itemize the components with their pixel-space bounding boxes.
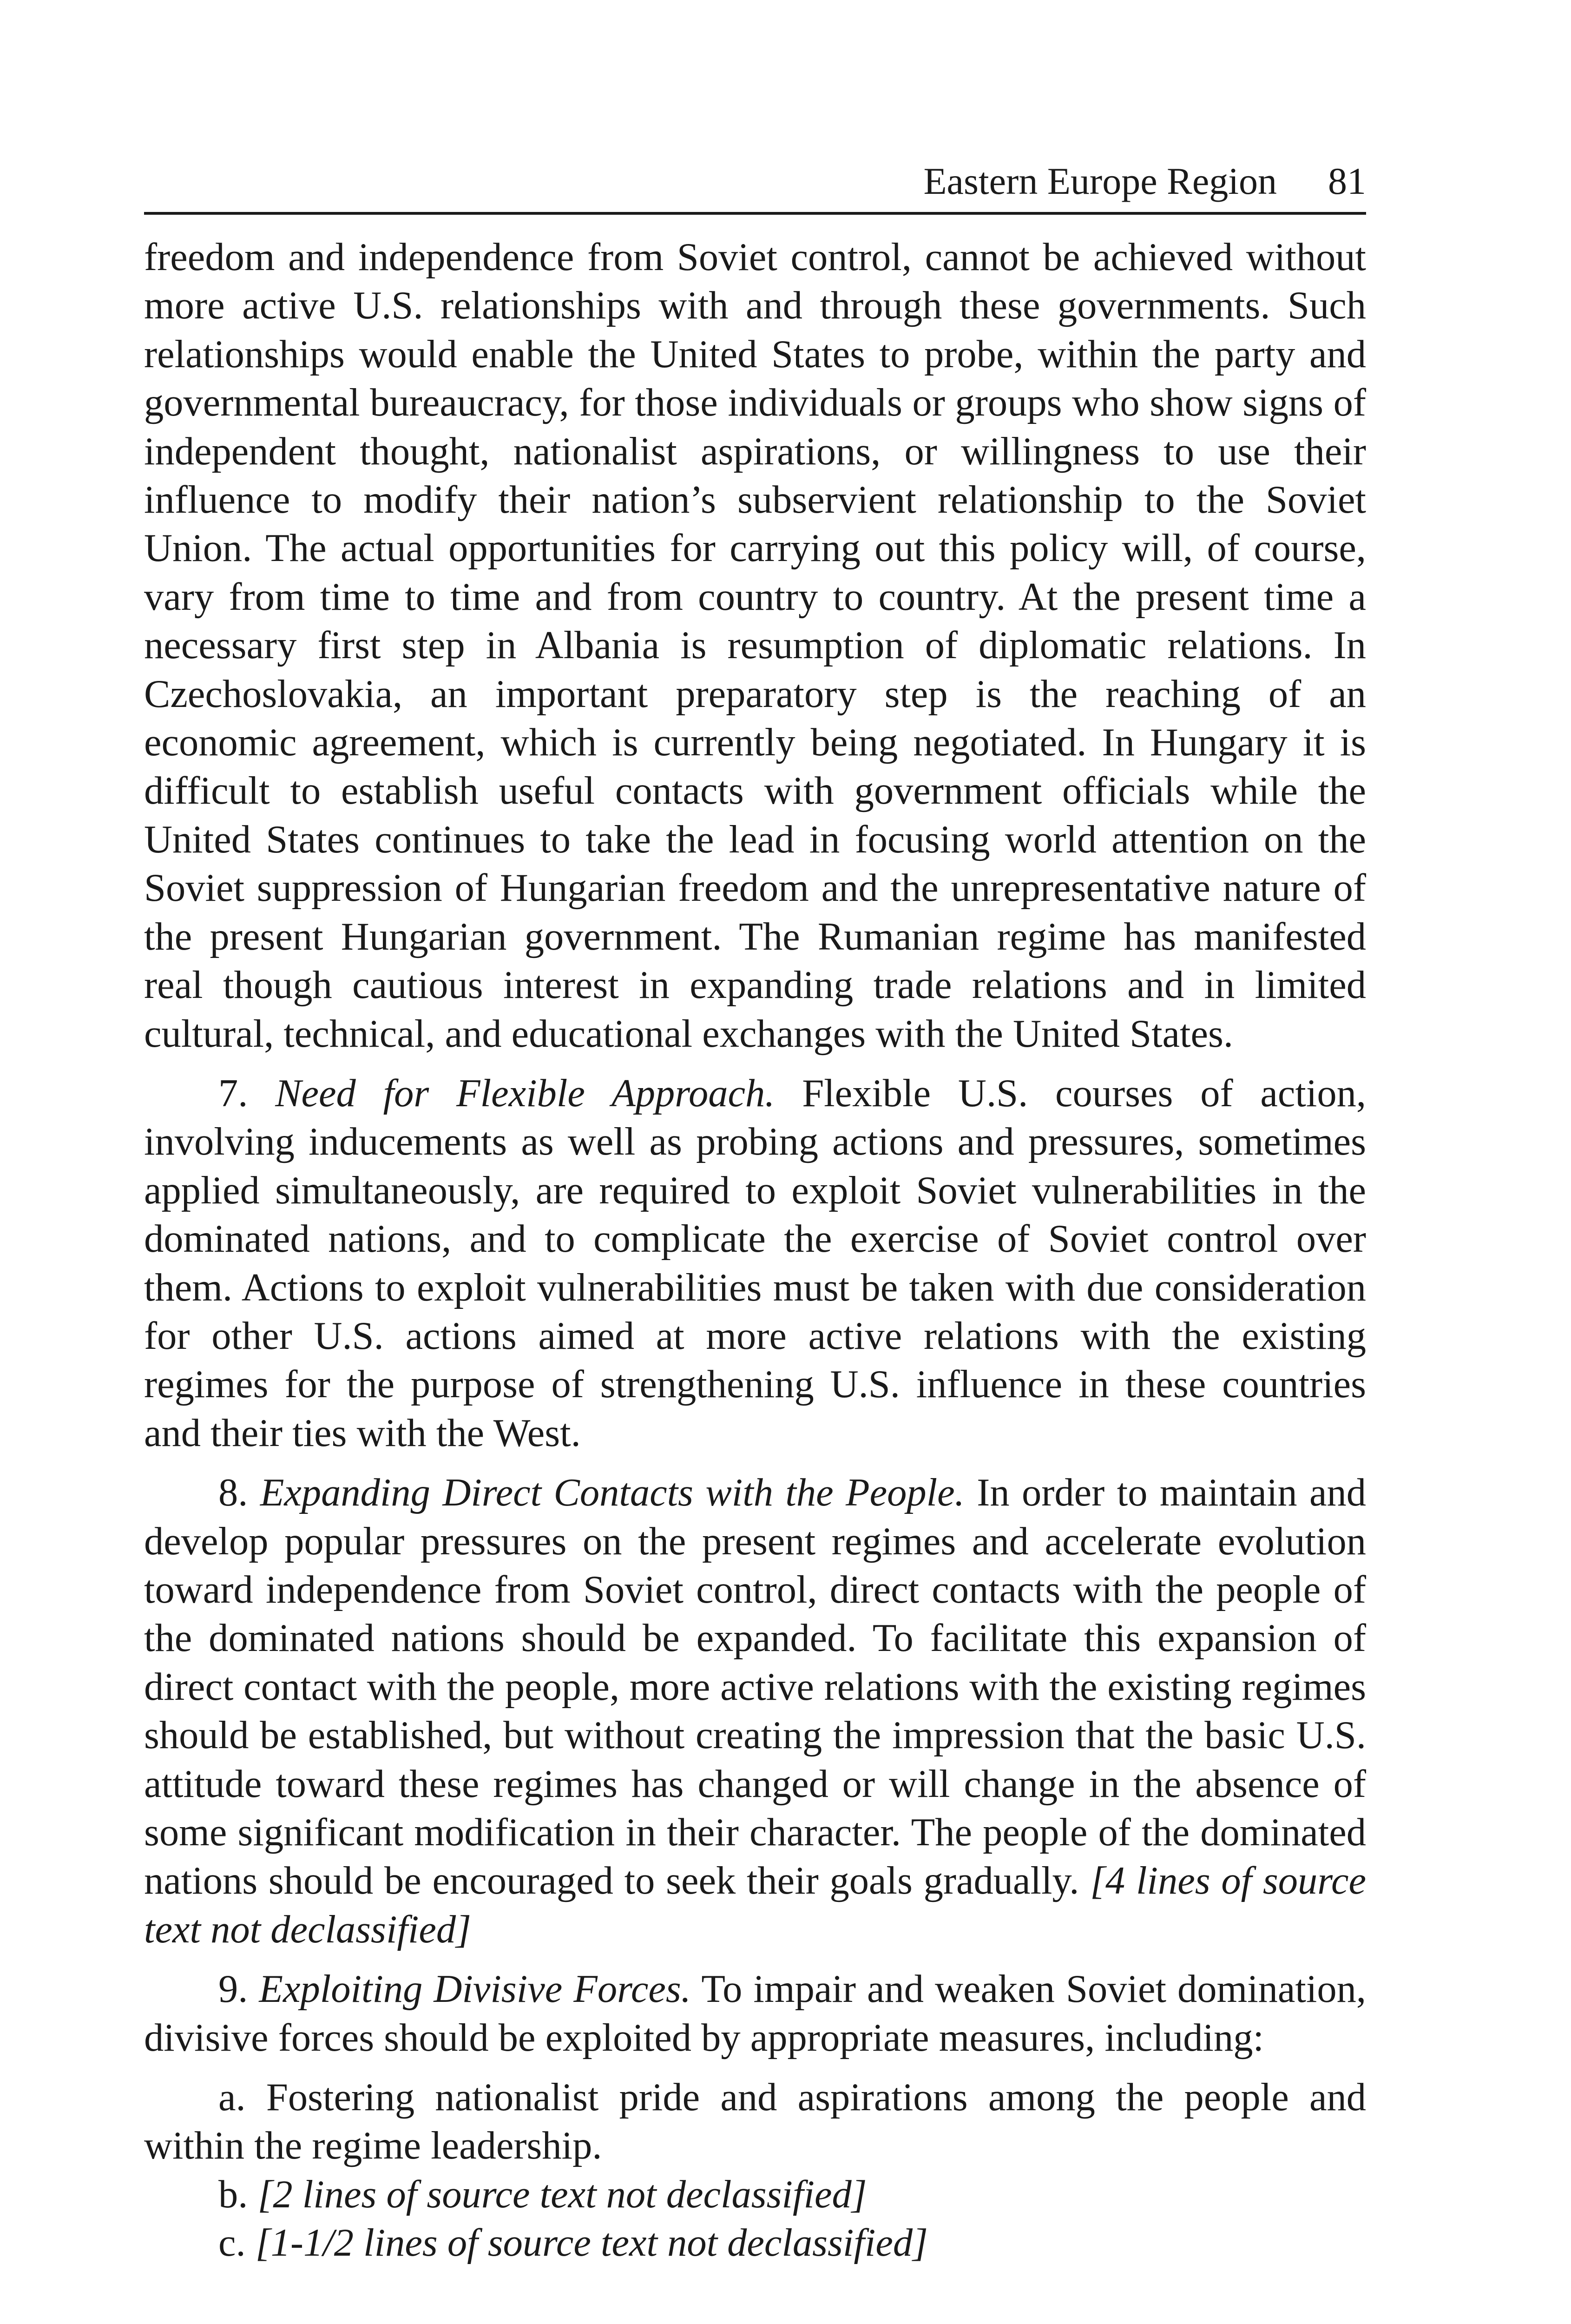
paragraph-7-text: Flexible U.S. courses of action, involving inducements as well as probing actions and pressures, sometimes applied simultaneously, are required to exploit Soviet vulnerabilities in the dominated nations, and to complicate the exercise of Soviet control over them. Actions to exploit vulnerabilities must be taken with due consideration for other U.S. actions aimed at more active relations with the existing regimes for the purpose of strengthening U.S. influence in these countries and their ties with the West. [144,1071,1367,1455]
subitem-a-text: Fostering nationalist pride and aspirations among the people and within the regime leadership. [144,2076,1367,2168]
subitem-b-text: [2 lines of source text not declassified] [257,2172,867,2216]
paragraph-8-text: In order to maintain and develop popular pressures on the present regimes and accelerate evolution toward independence from Soviet control, direct contacts with the people of the dominated nations should be expanded. To facilitate this expansion of direct contact with the people, more active relations with the existing regimes should be established, but without creating the impression that the basic U.S. attitude toward these regimes has changed or will change in the absence of some significant modification in their character. The people of the dominated nations should be encouraged to seek their goals gradually. [144,1471,1367,1903]
paragraph-9 [144,1965,1366,2062]
paragraph-7 [144,1070,1366,1458]
subitem-list [144,2073,1366,2268]
document-page [144,153,1366,2268]
subitem-c-text: [1-1/2 lines of source text not declassified] [255,2221,928,2265]
body-text [144,233,1366,2268]
paragraph-8-number: 8. [218,1471,248,1515]
paragraph-7-heading: Need for Flexible Approach. [275,1071,775,1115]
paragraph-9-number: 9. [218,1967,248,2011]
subitem-a-label: a. [218,2076,246,2119]
paragraph-7-number: 7. [218,1071,248,1115]
subitem-b-label: b. [218,2172,248,2216]
subitem-c [144,2219,1366,2267]
paragraph-9-text: To impair and weaken Soviet domination, divisive forces should be exploited by appropriate measures, including: [144,1967,1367,2060]
page-number: 81 [1328,160,1366,202]
running-head [144,153,1366,209]
running-title: Eastern Europe Region [923,160,1277,202]
paragraph-8 [144,1469,1366,1954]
header-rule [144,212,1366,215]
paragraph-8-redaction-note: [4 lines of source text not declassified] [144,1859,1366,1951]
subitem-c-label: c. [218,2221,246,2265]
paragraph-continued: freedom and independence from Soviet control, cannot be achieved without more active U.S. relationships with and through these governments. Such relationships would enable the United States to probe, within the party and governmental bureaucracy, for those individuals or groups who show signs of independent thought, nationalist aspirations, or willingness to use their influence to modify their nation’s subservient relationship to the Soviet Union. The actual opportunities for carrying out this policy will, of course, vary from time to time and from country to country. At the present time a necessary first step in Albania is resumption of diplomatic relations. In Czechoslovakia, an important preparatory step is the reaching of an economic agreement, which is currently being negotiated. In Hungary it is difficult to establish useful contacts with government officials while the United States continues to take the lead in focusing world attention on the Soviet suppression of Hungarian freedom and the unrepresentative nature of the present Hungarian government. The Rumanian regime has manifested real though cautious interest in expanding trade relations and in limited cultural, technical, and educational exchanges with the United States. [144,236,1366,1056]
subitem-a [144,2073,1366,2171]
paragraph-9-heading: Exploiting Divisive Forces. [259,1967,691,2011]
paragraph-8-heading: Expanding Direct Contacts with the People. [260,1471,965,1515]
subitem-b [144,2171,1366,2219]
